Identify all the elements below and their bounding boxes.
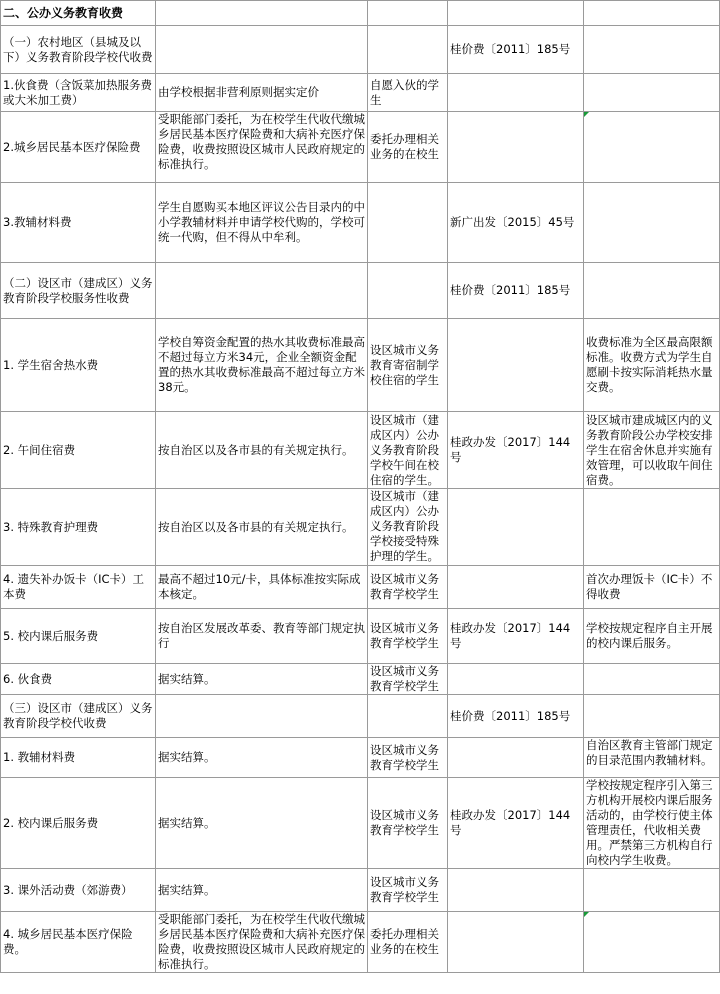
note-cell: [584, 489, 720, 566]
basis-cell: [448, 489, 584, 566]
standard-cell: 学生自愿购买本地区评议公告目录内的中小学教辅材料并申请学校代购的，学校可统一代购，但不得从中牟利。: [156, 183, 368, 263]
scope-cell: 设区城市义务教育学校学生: [368, 566, 448, 609]
item-cell: （一）农村地区（县城及以下）义务教育阶段学校代收费: [1, 26, 156, 74]
standard-cell: 按自治区以及各市县的有关规定执行。: [156, 412, 368, 489]
basis-cell: 新广出发〔2015〕45号: [448, 183, 584, 263]
item-cell: （二）设区市（建成区）义务教育阶段学校服务性收费: [1, 263, 156, 319]
table-row: [1, 566, 720, 609]
standard-cell: 受职能部门委托，为在校学生代收代缴城乡居民基本医疗保险费和大病补充医疗保险费，收费按照设区城市人民政府规定的标准执行。: [156, 112, 368, 183]
table-row: [1, 695, 720, 738]
section-header-row: [1, 1, 720, 26]
note-cell: [584, 112, 720, 183]
scope-cell: 委托办理相关业务的在校生: [368, 912, 448, 973]
basis-cell: 桂价费〔2011〕185号: [448, 263, 584, 319]
note-cell: [584, 74, 720, 112]
standard-cell: [156, 263, 368, 319]
table-row: [1, 112, 720, 183]
item-cell: 3. 课外活动费（郊游费）: [1, 869, 156, 912]
basis-cell: [448, 869, 584, 912]
scope-cell: 设区城市义务教育学校学生: [368, 664, 448, 695]
note-cell: [584, 183, 720, 263]
scope-cell: 自愿入伙的学生: [368, 74, 448, 112]
note-cell: 学校按规定程序自主开展的校内课后服务。: [584, 609, 720, 664]
item-cell: 2.城乡居民基本医疗保险费: [1, 112, 156, 183]
scope-cell: 委托办理相关业务的在校生: [368, 112, 448, 183]
note-cell: [584, 26, 720, 74]
note-cell: [584, 664, 720, 695]
table-row: [1, 74, 720, 112]
item-cell: 2. 校内课后服务费: [1, 778, 156, 869]
scope-cell: [368, 26, 448, 74]
basis-cell: [448, 319, 584, 412]
item-cell: 1.伙食费（含饭菜加热服务费或大米加工费）: [1, 74, 156, 112]
basis-cell: 桂政办发〔2017〕144号: [448, 609, 584, 664]
table-row: [1, 319, 720, 412]
item-cell: 2. 午间住宿费: [1, 412, 156, 489]
item-cell: 5. 校内课后服务费: [1, 609, 156, 664]
table-row: [1, 489, 720, 566]
empty-cell: [584, 1, 720, 26]
basis-cell: [448, 664, 584, 695]
table-row: [1, 912, 720, 973]
note-cell: [584, 869, 720, 912]
scope-cell: [368, 695, 448, 738]
scope-cell: 设区城市义务教育学校学生: [368, 738, 448, 778]
scope-cell: 设区城市义务教育学校学生: [368, 778, 448, 869]
basis-cell: 桂价费〔2011〕185号: [448, 26, 584, 74]
standard-cell: 据实结算。: [156, 664, 368, 695]
item-cell: 1. 学生宿舍热水费: [1, 319, 156, 412]
standard-cell: 据实结算。: [156, 869, 368, 912]
empty-cell: [368, 1, 448, 26]
scope-cell: [368, 263, 448, 319]
standard-cell: 据实结算。: [156, 778, 368, 869]
item-cell: 3. 特殊教育护理费: [1, 489, 156, 566]
standard-cell: 学校自筹资金配置的热水其收费标准最高不超过每立方米34元，企业全额资金配置的热水其收费标准最高不超过每立方米38元。: [156, 319, 368, 412]
table-row: [1, 738, 720, 778]
table-row: [1, 26, 720, 74]
scope-cell: 设区城市义务教育寄宿制学校住宿的学生: [368, 319, 448, 412]
scope-cell: 设区城市义务教育学校学生: [368, 609, 448, 664]
standard-cell: [156, 695, 368, 738]
table-row: [1, 664, 720, 695]
note-cell: [584, 263, 720, 319]
standard-cell: 按自治区发展改革委、教育等部门规定执行: [156, 609, 368, 664]
table-row: [1, 263, 720, 319]
basis-cell: [448, 738, 584, 778]
empty-cell: [448, 1, 584, 26]
item-cell: 3.教辅材料费: [1, 183, 156, 263]
item-cell: 4. 城乡居民基本医疗保险费。: [1, 912, 156, 973]
note-cell: [584, 695, 720, 738]
section-title: 二、公办义务教育收费: [1, 1, 156, 26]
item-cell: 4. 遗失补办饭卡（IC卡）工本费: [1, 566, 156, 609]
item-cell: 6. 伙食费: [1, 664, 156, 695]
standard-cell: 由学校根据非营利原则据实定价: [156, 74, 368, 112]
note-cell: 学校按规定程序引入第三方机构开展校内课后服务活动的，由学校行使主体管理责任，代收相关费用。严禁第三方机构自行向校内学生收费。: [584, 778, 720, 869]
note-cell: [584, 912, 720, 973]
empty-cell: [156, 1, 368, 26]
table-row: [1, 609, 720, 664]
scope-cell: 设区城市（建成区内）公办义务教育阶段学校接受特殊护理的学生。: [368, 489, 448, 566]
note-cell: 自治区教育主管部门规定的目录范围内教辅材料。: [584, 738, 720, 778]
basis-cell: [448, 74, 584, 112]
standard-cell: 据实结算。: [156, 738, 368, 778]
table-row: [1, 183, 720, 263]
basis-cell: 桂政办发〔2017〕144号: [448, 778, 584, 869]
note-cell: 收费标准为全区最高限额标准。收费方式为学生自愿刷卡按实际消耗热水量交费。: [584, 319, 720, 412]
scope-cell: 设区城市义务教育学校学生: [368, 869, 448, 912]
standard-cell: 按自治区以及各市县的有关规定执行。: [156, 489, 368, 566]
scope-cell: 设区城市（建成区内）公办义务教育阶段学校午间在校住宿的学生。: [368, 412, 448, 489]
basis-cell: 桂政办发〔2017〕144号: [448, 412, 584, 489]
item-cell: （三）设区市（建成区）义务教育阶段学校代收费: [1, 695, 156, 738]
table-row: [1, 778, 720, 869]
basis-cell: [448, 112, 584, 183]
standard-cell: [156, 26, 368, 74]
standard-cell: 最高不超过10元/卡，具体标准按实际成本核定。: [156, 566, 368, 609]
table-row: [1, 412, 720, 489]
note-cell: 设区城市建成城区内的义务教育阶段公办学校安排学生在宿舍休息并实施有效管理，可以收取午间住宿费。: [584, 412, 720, 489]
item-cell: 1. 教辅材料费: [1, 738, 156, 778]
basis-cell: [448, 912, 584, 973]
note-cell: 首次办理饭卡（IC卡）不得收费: [584, 566, 720, 609]
standard-cell: 受职能部门委托，为在校学生代收代缴城乡居民基本医疗保险费和大病补充医疗保险费，收费按照设区城市人民政府规定的标准执行。: [156, 912, 368, 973]
scope-cell: [368, 183, 448, 263]
basis-cell: [448, 566, 584, 609]
table-row: [1, 869, 720, 912]
basis-cell: 桂价费〔2011〕185号: [448, 695, 584, 738]
